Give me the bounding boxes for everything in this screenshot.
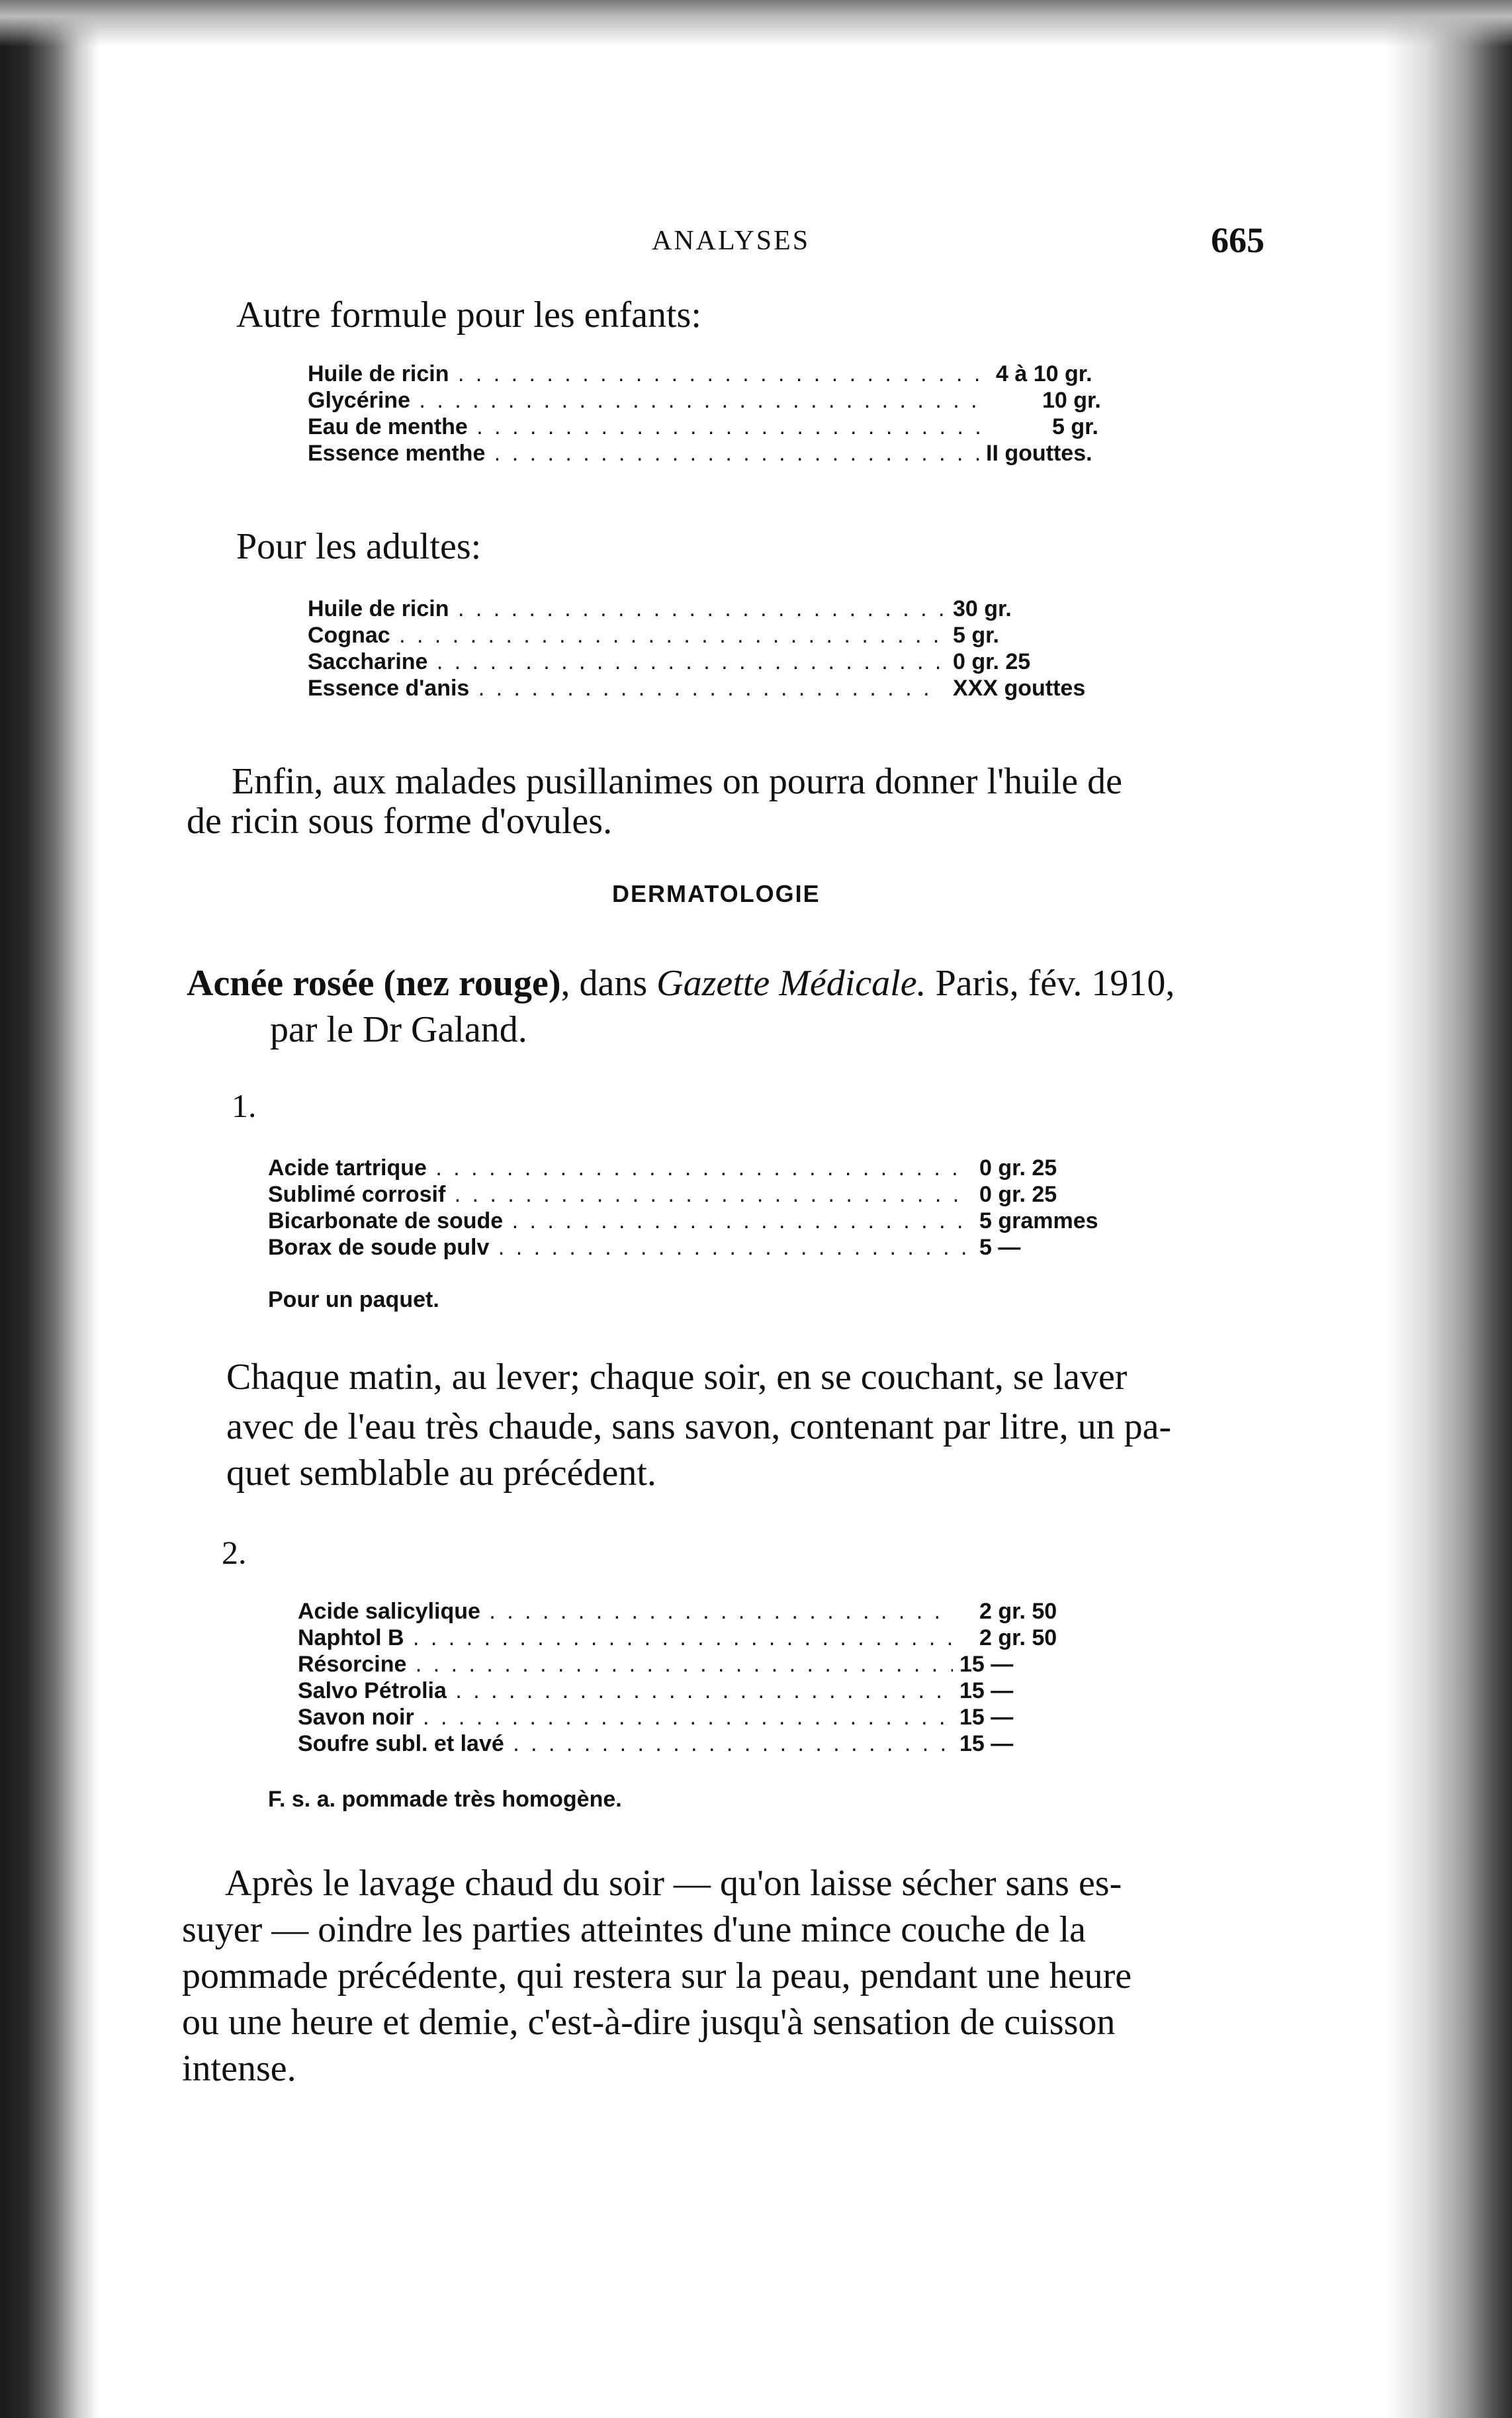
ingredient-name: Saccharine . . . [308,649,943,675]
paragraph-line: Après le lavage chaud du soir — qu'on laisse sécher sans es- [225,1863,1122,1904]
page-number: 665 [1211,220,1265,260]
scan-shadow-right [1386,0,1512,2418]
table-row [308,675,1148,701]
citation-author: par le Dr Galand. [270,1009,527,1050]
table-row [268,1208,1128,1234]
ingredient-name: Sublimé corrosif . . . [268,1181,969,1208]
table-row [298,1704,1125,1730]
ingredient-name: Résorcine . . . [298,1651,953,1678]
ingredient-qty: 15 — [959,1731,1014,1756]
table-row [308,622,1148,649]
ingredient-qty: 10 gr. [1042,388,1101,413]
ingredient-name: Huile de ricin . . . [308,596,943,622]
paragraph-line: Chaque matin, au lever; chaque soir, en se couchant, se laver [226,1357,1128,1398]
paragraph-line: quet semblable au précédent. [226,1453,656,1494]
paragraph-line: Enfin, aux malades pusillanimes on pourra donner l'huile de [232,761,1122,802]
citation-date: Paris, fév. 1910, [926,963,1175,1004]
ingredient-name: Bicarbonate de soude . . . [268,1208,969,1234]
ingredient-name: Acide tartrique . . . [268,1155,969,1181]
ingredient-qty: 5 — [979,1235,1021,1260]
ingredient-name: Salvo Pétrolia . . . [298,1678,953,1704]
ingredient-qty: 15 — [959,1678,1014,1703]
formula-table-2 [298,1598,1125,1757]
ingredient-qty: II gouttes. [986,441,1092,466]
ingredient-qty: 5 gr. [953,623,999,648]
formula-table-adults [308,596,1148,701]
citation-connector: , dans [560,963,657,1004]
table-row [308,596,1148,622]
section-title: DERMATOLOGIE [612,880,821,907]
ingredient-name: Borax de soude pulv . . . [268,1234,969,1261]
formula-note: F. s. a. pommade très homogène. [268,1787,622,1812]
ingredient-name: Eau de menthe . . . [308,414,989,440]
ingredient-qty: 0 gr. 25 [979,1155,1057,1181]
citation-line [187,960,1175,1007]
section-intro-children: Autre formule pour les enfants: [236,294,701,336]
ingredient-name: Cognac . . . [308,622,943,649]
paragraph-line: avec de l'eau très chaude, sans savon, contenant par litre, un pa- [226,1406,1172,1447]
citation-journal: Gazette Médicale. [656,963,926,1004]
table-row [308,649,1148,675]
table-row [298,1625,1125,1651]
table-row [308,414,1148,440]
ingredient-qty: 0 gr. 25 [979,1182,1057,1207]
scan-shadow-top [0,0,1512,46]
ingredient-qty: 15 — [959,1652,1014,1677]
ingredient-qty: 5 grammes [979,1208,1098,1233]
citation-title: Acnée rosée (nez rouge) [187,963,561,1004]
ingredient-qty: 2 gr. 50 [979,1625,1057,1650]
ingredient-name: Huile de ricin . . . [308,361,989,387]
ingredient-qty: 15 — [959,1705,1014,1730]
formula-table-1 [268,1155,1128,1261]
ingredient-qty: 0 gr. 25 [953,649,1031,674]
ingredient-name: Savon noir . . . [298,1704,953,1730]
ingredient-qty: 5 gr. [1052,414,1098,439]
running-header: ANALYSES [652,226,811,256]
table-row [268,1234,1128,1261]
table-row [268,1155,1128,1181]
scan-shadow-left [0,0,99,2418]
ingredient-name: Naphtol B . . . [298,1625,953,1651]
ingredient-name: Glycérine . . . [308,387,989,414]
table-row [298,1730,1125,1757]
ingredient-qty: 2 gr. 50 [979,1599,1057,1624]
paragraph-line: suyer — oindre les parties atteintes d'une mince couche de la [182,1909,1087,1950]
paragraph-line: pommade précédente, qui restera sur la peau, pendant une heure [182,1955,1132,1996]
table-row [298,1651,1125,1678]
section-intro-adults: Pour les adultes: [236,526,482,567]
ingredient-name: Essence menthe . . . [308,440,989,467]
formula-number: 2. [222,1534,247,1571]
ingredient-name: Essence d'anis . . . [308,675,943,701]
table-row [308,387,1148,414]
ingredient-qty: 30 gr. [953,596,1012,621]
table-row [298,1598,1125,1625]
table-row [308,361,1148,387]
table-row [308,440,1148,467]
table-row [298,1678,1125,1704]
ingredient-name: Acide salicylique . . . [298,1598,953,1625]
ingredient-qty: XXX gouttes [953,676,1086,701]
ingredient-qty: 4 à 10 gr. [996,361,1092,386]
paragraph-line: intense. [182,2048,296,2089]
formula-number: 1. [232,1087,257,1124]
ingredient-name: Soufre subl. et lavé . . . [298,1730,953,1757]
table-row [268,1181,1128,1208]
formula-note: Pour un paquet. [268,1287,439,1312]
paragraph-line: ou une heure et demie, c'est-à-dire jusqu'à sensation de cuisson [182,2002,1116,2043]
paragraph-line: de ricin sous forme d'ovules. [187,801,613,842]
formula-table-children [308,361,1148,467]
